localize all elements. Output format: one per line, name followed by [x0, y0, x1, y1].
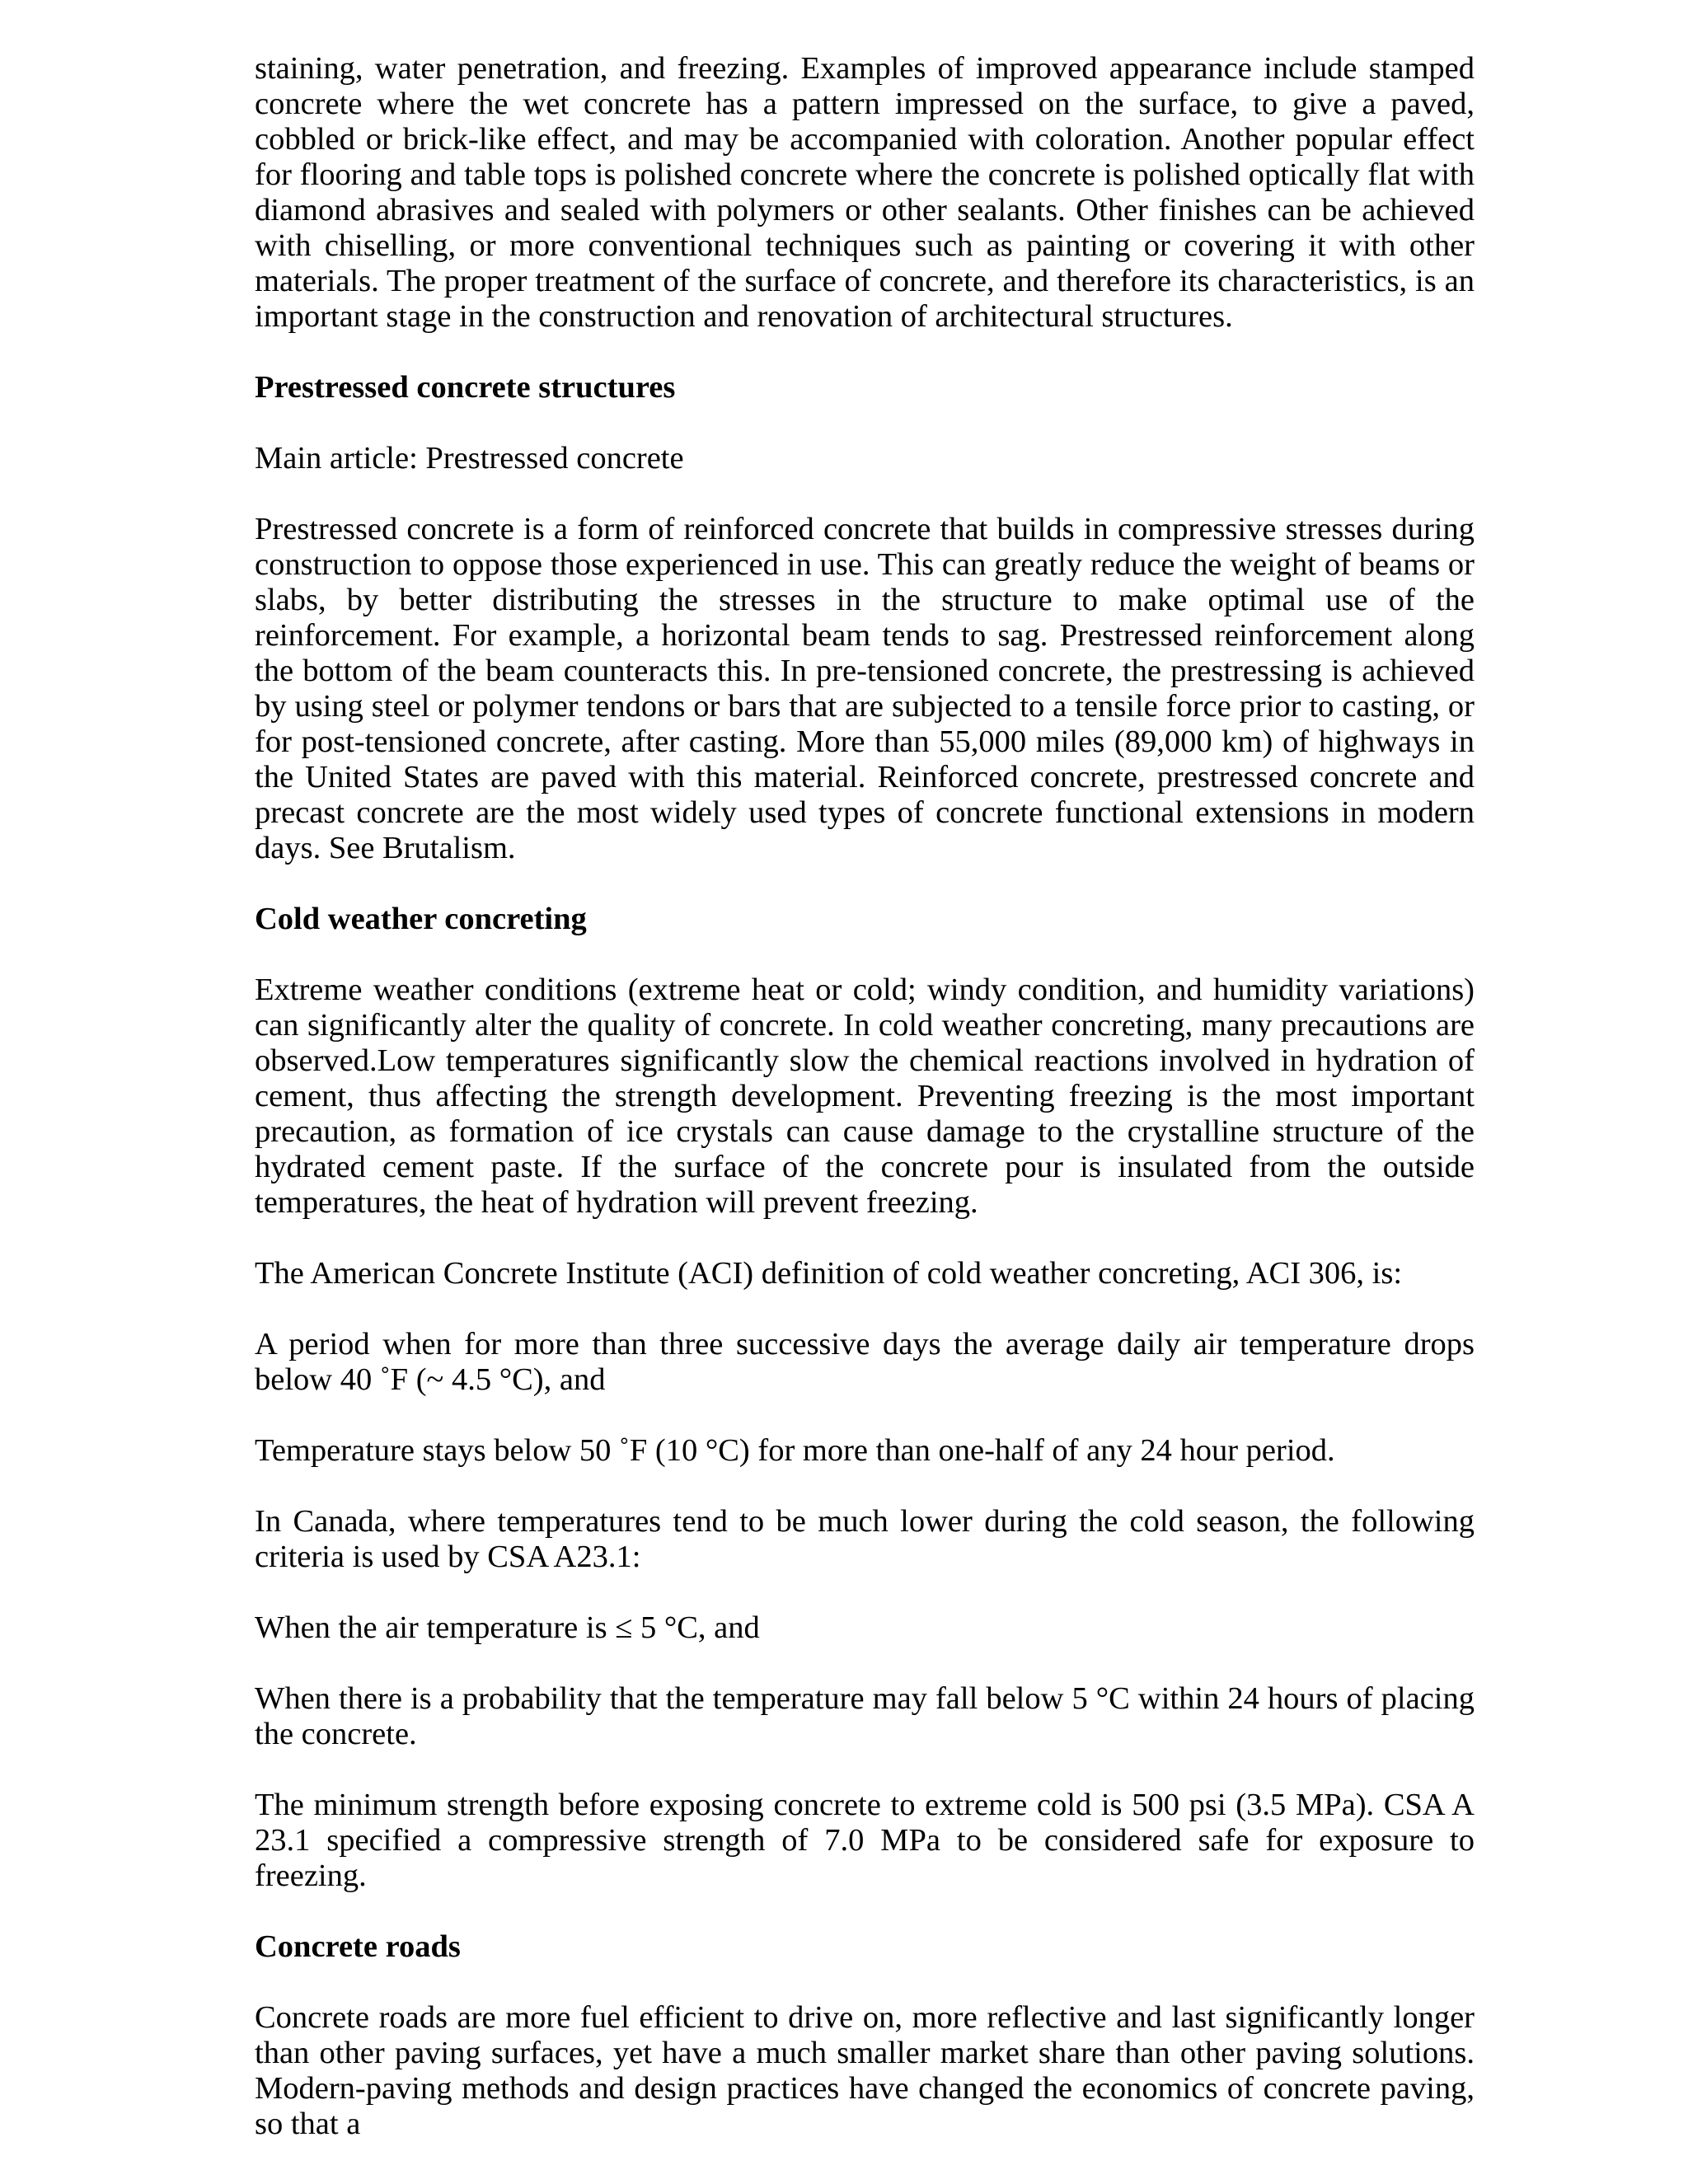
document-body: [255, 51, 1475, 2177]
paragraph-surface-finishes: staining, water penetration, and freezing. Examples of improved appearance include stamped concrete where the wet concrete has a pattern impressed on the surface, to give a paved, cobbled or brick-like effect, and may be accompanied with coloration. Another popular effect for flooring and table tops is polished concrete where the concrete is polished optically flat with diamond abrasives and sealed with polymers or other sealants. Other finishes can be achieved with chiselling, or more conventional techniques such as painting or covering it with other materials. The proper treatment of the surface of concrete, and therefore its characteristics, is an important stage in the construction and renovation of architectural structures.: [255, 51, 1475, 334]
heading-concrete-roads: Concrete roads: [255, 1929, 461, 1964]
paragraph-aci-definition: The American Concrete Institute (ACI) definition of cold weather concreting, ACI 306, is:: [255, 1256, 1403, 1291]
paragraph-canada: In Canada, where temperatures tend to be much lower during the cold season, the following criteria is used by CSA A23.1:: [255, 1504, 1475, 1574]
paragraph-minimum-strength: The minimum strength before exposing concrete to extreme cold is 500 psi (3.5 MPa). CSA A 23.1 specified a compressive strength of 7.0 MPa to be considered safe for exposure to freezing.: [255, 1788, 1475, 1893]
heading-cold-weather: Cold weather concreting: [255, 902, 587, 936]
paragraph-csa-criterion-1: When the air temperature is ≤ 5 °C, and: [255, 1610, 760, 1645]
paragraph-cold-weather: Extreme weather conditions (extreme heat or cold; windy condition, and humidity variations) can significantly alter the quality of concrete. In cold weather concreting, many precautions are observed.Low temperatures significantly slow the chemical reactions involved in hydration of cement, thus affecting the strength development. Preventing freezing is the most important precaution, as formation of ice crystals can cause damage to the crystalline structure of the hydrated cement paste. If the surface of the concrete pour is insulated from the outside temperatures, the heat of hydration will prevent freezing.: [255, 972, 1475, 1220]
paragraph-csa-criterion-2: When there is a probability that the temperature may fall below 5 °C within 24 hours of placing the concrete.: [255, 1681, 1475, 1751]
paragraph-aci-criterion-1: A period when for more than three successive days the average daily air temperature drops below 40 ˚F (~ 4.5 °C), and: [255, 1327, 1475, 1397]
paragraph-aci-criterion-2: Temperature stays below 50 ˚F (10 °C) for more than one-half of any 24 hour period.: [255, 1433, 1335, 1468]
paragraph-prestressed: Prestressed concrete is a form of reinforced concrete that builds in compressive stresses during construction to oppose those experienced in use. This can greatly reduce the weight of beams or slabs, by better distributing the stresses in the structure to make optimal use of the reinforcement. For example, a horizontal beam tends to sag. Prestressed reinforcement along the bottom of the beam counteracts this. In pre-tensioned concrete, the prestressing is achieved by using steel or polymer tendons or bars that are subjected to a tensile force prior to casting, or for post-tensioned concrete, after casting. More than 55,000 miles (89,000 km) of highways in the United States are paved with this material. Reinforced concrete, prestressed concrete and precast concrete are the most widely used types of concrete functional extensions in modern days. See Brutalism.: [255, 512, 1475, 865]
paragraph-concrete-roads: Concrete roads are more fuel efficient to drive on, more reflective and last significantly longer than other paving surfaces, yet have a much smaller market share than other paving solutions. Modern-paving methods and design practices have changed the economics of concrete paving, so that a: [255, 2000, 1475, 2141]
main-article-note: Main article: Prestressed concrete: [255, 441, 684, 476]
heading-prestressed: Prestressed concrete structures: [255, 370, 676, 405]
